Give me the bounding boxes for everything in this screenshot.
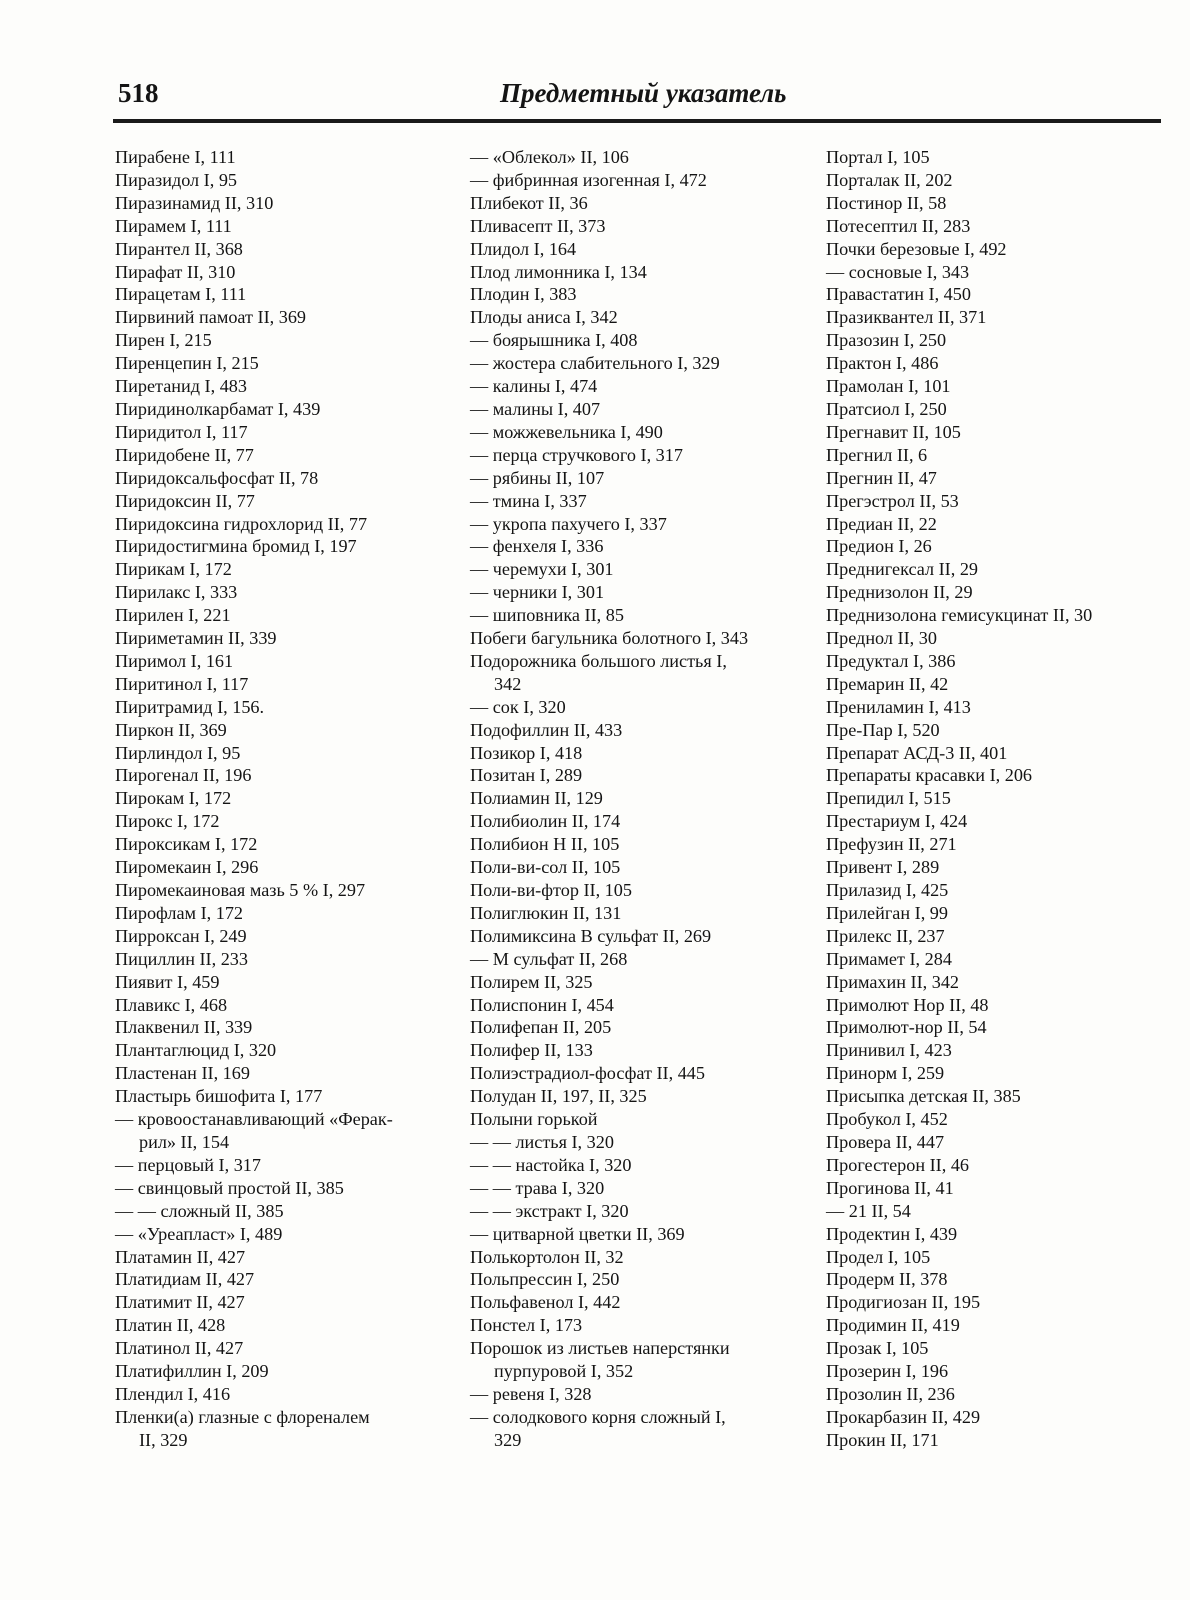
index-entry: Полибион Н II, 105 <box>470 834 620 855</box>
index-entry: — — настойка I, 320 <box>470 1154 632 1175</box>
index-entry: Предуктал I, 386 <box>826 650 956 671</box>
index-entry: Полиглюкин II, 131 <box>470 902 622 923</box>
index-entry: — «Облекол» II, 106 <box>470 147 629 167</box>
index-entry: Пирен I, 215 <box>115 330 212 351</box>
index-entry: — — экстракт I, 320 <box>470 1200 629 1221</box>
index-entry: Постинор II, 58 <box>826 192 947 213</box>
index-entry: Прамолан I, 101 <box>826 376 951 397</box>
index-entry: Прегэстрол II, 53 <box>826 490 959 511</box>
index-entry: Премарин II, 42 <box>826 673 949 694</box>
page-header <box>118 78 1158 118</box>
index-entry: — сосновые I, 343 <box>826 261 970 282</box>
page-title: Предметный указатель <box>500 78 787 108</box>
index-entry: Поли-ви-сол II, 105 <box>470 857 621 878</box>
index-entry: — черники I, 301 <box>470 582 605 603</box>
index-column-3 <box>826 146 1156 1452</box>
index-entry: Провера II, 447 <box>826 1131 945 1152</box>
index-entry: Полькортолон II, 32 <box>470 1246 624 1267</box>
index-entry: — перцовый I, 317 <box>115 1154 261 1175</box>
index-entry: Платин II, 428 <box>115 1315 226 1336</box>
index-entry: Плодин I, 383 <box>470 284 577 305</box>
index-entry: Примамет I, 284 <box>826 948 952 969</box>
index-entry: Подофиллин II, 433 <box>470 719 623 740</box>
index-entry: Пирокам I, 172 <box>115 788 232 809</box>
index-column-1 <box>115 146 425 1452</box>
index-entry: Плантаглюцид I, 320 <box>115 1040 277 1061</box>
index-entry: Портал I, 105 <box>826 147 930 167</box>
index-entry: Примахин II, 342 <box>826 971 960 992</box>
index-entry: Препараты красавки I, 206 <box>826 765 1033 786</box>
index-entry: Принорм I, 259 <box>826 1063 945 1084</box>
index-entry: — ревеня I, 328 <box>470 1383 592 1404</box>
index-entry: Пластырь бишофита I, 177 <box>115 1086 323 1107</box>
index-entry: Прегнавит II, 105 <box>826 421 961 442</box>
index-entry: Пливасепт II, 373 <box>470 215 606 236</box>
index-entry: Прегнин II, 47 <box>826 467 937 488</box>
index-entry: II, 329 <box>139 1429 188 1450</box>
index-entry: Полибиолин II, 174 <box>470 811 621 832</box>
index-entry: Полиспонин I, 454 <box>470 994 614 1015</box>
index-entry: Порошок из листьев наперстянки <box>470 1338 730 1359</box>
index-entry: Полудан II, 197, II, 325 <box>470 1086 647 1107</box>
index-entry: Позитан I, 289 <box>470 765 583 786</box>
index-column-2 <box>470 146 780 1452</box>
index-entry: рил» II, 154 <box>139 1131 230 1152</box>
index-entry: Практон I, 486 <box>826 353 939 374</box>
index-entry: Плоды аниса I, 342 <box>470 307 618 328</box>
index-entry: Порталак II, 202 <box>826 169 953 190</box>
index-entry: Преднизолона гемисукцинат II, 30 <box>826 605 1093 626</box>
index-entry: Полифепан II, 205 <box>470 1017 612 1038</box>
index-entry: Преднизолон II, 29 <box>826 582 973 603</box>
index-entry: Пиретанид I, 483 <box>115 376 247 397</box>
index-entry: Пленки(а) глазные с флореналем <box>115 1406 370 1427</box>
index-entry: Продектин I, 439 <box>826 1223 958 1244</box>
index-entry: Полимиксина В сульфат II, 269 <box>470 925 712 946</box>
index-entry: Прилейган I, 99 <box>826 902 948 923</box>
index-entry: — малины I, 407 <box>470 398 601 419</box>
index-entry: Продел I, 105 <box>826 1246 931 1267</box>
index-entry: Предиан II, 22 <box>826 513 937 534</box>
index-entry: Пирантел II, 368 <box>115 238 243 259</box>
index-entry: Пиритрамид I, 156. <box>115 696 265 717</box>
index-entry: Пиридинолкарбамат I, 439 <box>115 398 321 419</box>
index-entry: Примолют-нор II, 54 <box>826 1017 987 1038</box>
index-entry: Платифиллин I, 209 <box>115 1361 269 1382</box>
index-entry: Полифер II, 133 <box>470 1040 593 1061</box>
index-entry: Прогестерон II, 46 <box>826 1154 970 1175</box>
index-entry: Пирофлам I, 172 <box>115 902 244 923</box>
index-entry: — фенхеля I, 336 <box>470 536 604 557</box>
index-entry: Пироксикам I, 172 <box>115 834 258 855</box>
index-entry: Платинол II, 427 <box>115 1338 244 1359</box>
index-entry: Пирлиндол I, 95 <box>115 742 241 763</box>
index-entry: Прозак I, 105 <box>826 1338 929 1359</box>
index-entry: Пиридитол I, 117 <box>115 421 248 442</box>
index-entry: Пирогенал II, 196 <box>115 765 252 786</box>
index-entry: Плод лимонника I, 134 <box>470 261 647 282</box>
index-entry: Пиркон II, 369 <box>115 719 227 740</box>
index-entry: — свинцовый простой II, 385 <box>115 1177 344 1198</box>
index-entry: Предион I, 26 <box>826 536 932 557</box>
index-entry: — фибринная изогенная I, 472 <box>470 169 707 190</box>
index-entry: Продерм II, 378 <box>826 1269 948 1290</box>
index-entry: Пирилакс I, 333 <box>115 582 238 603</box>
index-entry: Присыпка детская II, 385 <box>826 1086 1021 1107</box>
index-entry: — перца стручкового I, 317 <box>470 444 683 465</box>
index-entry: Подорожника большого листья I, <box>470 650 727 671</box>
index-entry: Пиридобене II, 77 <box>115 444 254 465</box>
index-entry: — боярышника I, 408 <box>470 330 638 351</box>
index-entry: — сок I, 320 <box>470 696 566 717</box>
index-entry: Пиявит I, 459 <box>115 971 220 992</box>
index-entry: Пиромекаин I, 296 <box>115 857 259 878</box>
page-number: 518 <box>118 78 159 108</box>
index-entry: Полирем II, 325 <box>470 971 593 992</box>
index-entry: Пиридоксина гидрохлорид II, 77 <box>115 513 368 534</box>
index-entry: Преднигексал II, 29 <box>826 559 979 580</box>
index-entry: — жостера слабительного I, 329 <box>470 353 720 374</box>
index-entry: Плидол I, 164 <box>470 238 577 259</box>
index-entry: Пробукол I, 452 <box>826 1109 948 1130</box>
index-entry: Пратсиол I, 250 <box>826 398 947 419</box>
index-entry: Пиридоксин II, 77 <box>115 490 255 511</box>
index-entry: Потесептил II, 283 <box>826 215 971 236</box>
index-entry: Прозолин II, 236 <box>826 1383 955 1404</box>
index-entry: Полиамин II, 129 <box>470 788 603 809</box>
index-entry: — — листья I, 320 <box>470 1131 614 1152</box>
index-entry: — М сульфат II, 268 <box>470 948 628 969</box>
index-entry: Прокарбазин II, 429 <box>826 1406 981 1427</box>
index-entry: Прениламин I, 413 <box>826 696 971 717</box>
index-entry: 342 <box>494 673 522 694</box>
index-entry: Пирокс I, 172 <box>115 811 220 832</box>
index-entry: Преднол II, 30 <box>826 628 937 649</box>
index-entry: — укропа пахучего I, 337 <box>470 513 667 534</box>
index-entry: Препидил I, 515 <box>826 788 951 809</box>
index-entry: — можжевельника I, 490 <box>470 421 663 442</box>
index-entry: Плавикс I, 468 <box>115 994 228 1015</box>
index-entry: — «Уреапласт» I, 489 <box>115 1223 283 1244</box>
index-entry: Пиридостигмина бромид I, 197 <box>115 536 357 557</box>
index-entry: Полиэстрадиол-фосфат II, 445 <box>470 1063 705 1084</box>
index-entry: — шиповника II, 85 <box>470 605 624 626</box>
index-entry: — — сложный II, 385 <box>115 1200 284 1221</box>
index-entry: Пирикам I, 172 <box>115 559 232 580</box>
index-entry: Пириметамин II, 339 <box>115 628 277 649</box>
index-entry: — 21 II, 54 <box>826 1200 911 1221</box>
index-entry: Пирамем I, 111 <box>115 215 232 236</box>
index-entry: Прокин II, 171 <box>826 1429 939 1450</box>
header-rule <box>113 119 1161 123</box>
index-entry: Пиромекаиновая мазь 5 % I, 297 <box>115 880 366 900</box>
index-entry: Пирафат II, 310 <box>115 261 236 282</box>
index-entry: Полыни горькой <box>470 1109 598 1130</box>
index-entry: — кровоостанавливающий «Ферак- <box>115 1109 393 1130</box>
index-entry: Плендил I, 416 <box>115 1383 231 1404</box>
index-entry: Пирвиний памоат II, 369 <box>115 307 307 328</box>
index-entry: пурпуровой I, 352 <box>494 1361 634 1382</box>
index-entry: Прозерин I, 196 <box>826 1361 949 1382</box>
index-entry: Префузин II, 271 <box>826 834 957 855</box>
index-entry: Продигиозан II, 195 <box>826 1292 981 1313</box>
index-entry: Пиримол I, 161 <box>115 650 234 671</box>
index-entry: — — трава I, 320 <box>470 1177 605 1198</box>
index-entry: Пиридоксальфосфат II, 78 <box>115 467 319 488</box>
index-entry: — калины I, 474 <box>470 376 598 397</box>
index-entry: Привент I, 289 <box>826 857 940 878</box>
index-entry: Пирабене I, 111 <box>115 147 236 167</box>
index-entry: Почки березовые I, 492 <box>826 238 1007 259</box>
index-entry: Польфавенол I, 442 <box>470 1292 621 1313</box>
index-entry: Плибекот II, 36 <box>470 192 588 213</box>
index-entry: Платидиам II, 427 <box>115 1269 255 1290</box>
index-entry: Польпрессин I, 250 <box>470 1269 620 1290</box>
index-entry: Правастатин I, 450 <box>826 284 971 305</box>
index-entry: Продимин II, 419 <box>826 1315 960 1336</box>
index-entry: Прогинова II, 41 <box>826 1177 954 1198</box>
index-entry: Прегнил II, 6 <box>826 444 928 465</box>
index-entry: Побеги багульника болотного I, 343 <box>470 628 749 649</box>
index-entry: Плаквенил II, 339 <box>115 1017 253 1038</box>
index-entry: Пиразинамид II, 310 <box>115 192 274 213</box>
index-entry: Пластенан II, 169 <box>115 1063 250 1084</box>
index-entry: Позикор I, 418 <box>470 742 583 763</box>
index-entry: Примолют Нор II, 48 <box>826 994 989 1015</box>
index-entry: Пициллин II, 233 <box>115 948 248 969</box>
index-entry: Прилекс II, 237 <box>826 925 945 946</box>
index-entry: Прилазид I, 425 <box>826 880 949 900</box>
index-entry: Пре-Пар I, 520 <box>826 719 940 740</box>
index-entry: — солодкового корня сложный I, <box>470 1406 726 1427</box>
index-entry: Пирроксан I, 249 <box>115 925 247 946</box>
index-entry: Принивил I, 423 <box>826 1040 952 1061</box>
index-entry: — рябины II, 107 <box>470 467 605 488</box>
index-entry: Празиквантел II, 371 <box>826 307 987 328</box>
index-entry: — цитварной цветки II, 369 <box>470 1223 685 1244</box>
index-entry: Пирацетам I, 111 <box>115 284 247 305</box>
index-entry: Престариум I, 424 <box>826 811 968 832</box>
index-entry: — черемухи I, 301 <box>470 559 614 580</box>
index-entry: Платамин II, 427 <box>115 1246 246 1267</box>
index-entry: Поли-ви-фтор II, 105 <box>470 880 632 900</box>
index-entry: Пиренцепин I, 215 <box>115 353 259 374</box>
index-entry: 329 <box>494 1429 522 1450</box>
index-entry: Празозин I, 250 <box>826 330 947 351</box>
index-entry: Понстел I, 173 <box>470 1315 583 1336</box>
index-entry: — тмина I, 337 <box>470 490 587 511</box>
index-entry: Пирилен I, 221 <box>115 605 231 626</box>
index-entry: Платимит II, 427 <box>115 1292 245 1313</box>
index-entry: Пиритинол I, 117 <box>115 673 249 694</box>
index-entry: Препарат АСД-3 II, 401 <box>826 742 1008 763</box>
index-entry: Пиразидол I, 95 <box>115 169 238 190</box>
